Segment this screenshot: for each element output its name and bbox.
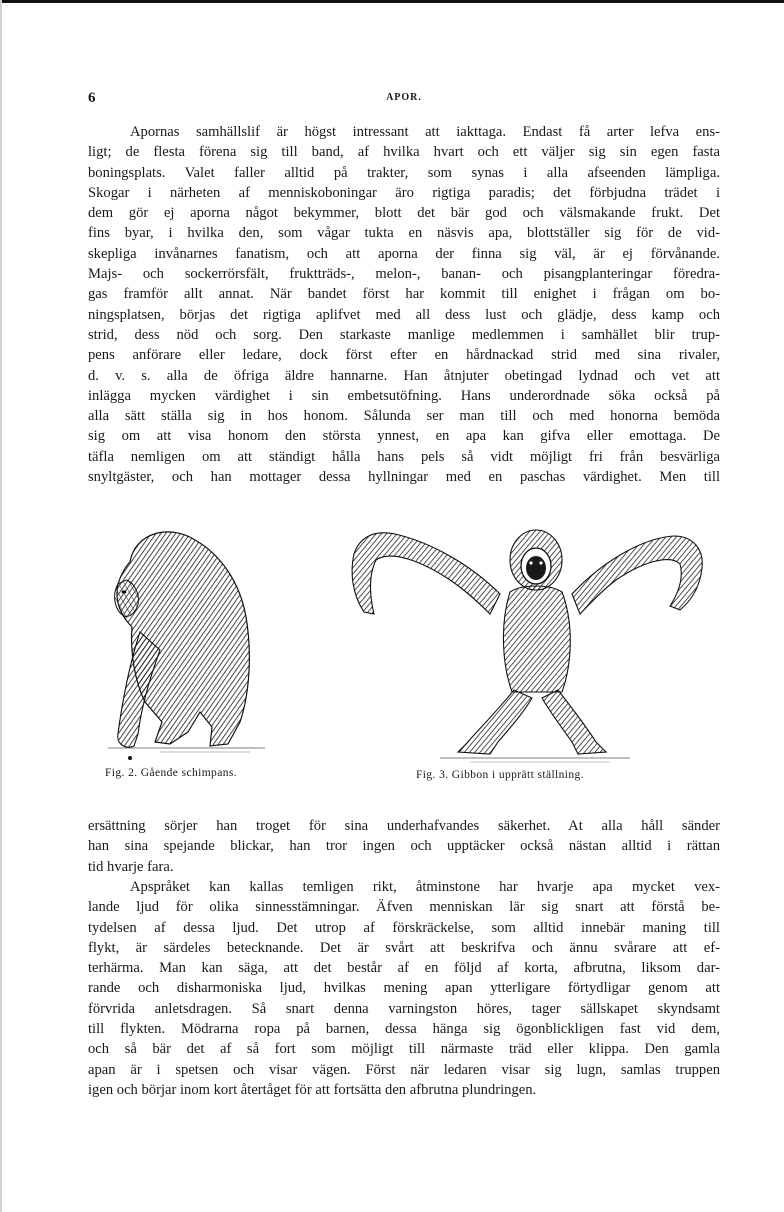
text-line: täfla nemligen om att ständigt hålla hans pels så vidt möjligt fri från besvärliga: [88, 448, 720, 465]
figure-gibbon: [340, 514, 710, 766]
text-line: gas framför allt annat. När bandet först har kommit till enighet i frågan om bo-: [88, 286, 720, 303]
text-line: strid, dess nöd och sorg. Den starkaste manlige medlemmen i samhället blir trup-: [88, 326, 720, 343]
text-line: Majs- och sockerrörsfält, fruktträds-, melon-, banan- och pisangplanteringar föredra-: [88, 266, 720, 283]
text-line: rande och disharmoniska ljud, hvilkas mening apan ytterligare förtydligar genom att: [88, 980, 720, 997]
text-line: apan är i spetsen och visar vägen. Först när ledaren visar sig lugn, samlas truppen: [88, 1061, 720, 1078]
running-title: APOR.: [386, 92, 422, 103]
paragraph-3: [88, 877, 720, 1100]
gibbon-illustration: [340, 514, 710, 766]
text-line: han sina spejande blickar, han tror ingen och upptäcker också nästan alltid i rättan: [88, 838, 720, 855]
text-line: ningsplatsen, börjas det rigtiga aplifvet med all dess lust och glädje, dess kamp och: [88, 306, 720, 323]
text-line: ligt; de flesta förena sig till band, af hvilka hvart och ett väljer sig sin egen fasta: [88, 144, 720, 161]
chimpanzee-illustration: [100, 522, 270, 762]
figure-2-caption: Fig. 2. Gående schimpans.: [105, 767, 238, 779]
left-edge: [0, 0, 2, 1212]
text-line: Apornas samhällslif är högst intressant att iakttaga. Endast få arter lefva ens-: [130, 124, 720, 140]
text-line: och så bär det af så fort som möjligt till närmaste träd eller klippa. Den gamla: [88, 1041, 720, 1058]
text-line: förvrida anletsdragen. Så snart denna varningston höres, tager sällskapet skyndsamt: [88, 1000, 720, 1017]
text-line: pens anförare eller ledare, dock först efter en hårdnackad strid med sina rivaler,: [88, 347, 720, 364]
page-number: 6: [88, 90, 96, 106]
text-line: skepliga invånarnes fanatism, och att aporna der finna sig väl, är ej förvånande.: [88, 245, 720, 262]
paragraph-2: [88, 816, 720, 877]
figure-3-caption: Fig. 3. Gibbon i upprätt ställning.: [416, 769, 584, 781]
text-line: tydelsen af dessa ljud. Det utrop af förskräckelse, som alltid innebär maning till: [88, 919, 720, 936]
text-line: till flykten. Mödrarna ropa på barnen, dessa hänga sig ögonblickligen fast vid dem,: [88, 1021, 720, 1038]
text-line: sig om att visa honom den största ynnest, en apa kan gifva eller emottaga. De: [88, 428, 720, 445]
text-line: alla sätt ställa sig in hos honom. Sålunda ser man till och med honorna bemöda: [88, 408, 720, 425]
text-line: tid hvarje fara.: [88, 858, 174, 875]
text-line: Skogar i närheten af menniskoboningar äro rigtiga paradis; det förbjudna trädet i: [88, 184, 720, 201]
text-line: ersättning sörjer han troget för sina underhafvandes säkerhet. At alla håll sänder: [88, 818, 720, 834]
text-line: d. v. s. alla de öfriga äldre hannarne. Han åtnjuter obetingad lydnad och vet att: [88, 367, 720, 384]
figure-chimpanzee: [100, 522, 270, 762]
text-line: flykt, är särdeles betecknande. Det är svårt att beskrifva och ännu svårare att ef-: [88, 939, 720, 956]
text-line: inlägga mycken värdighet i sin embetsutöfning. Hans underordnade söka också på: [88, 387, 720, 404]
text-line: fins byar, i hvilka den, som vågar tukta en näsvis apa, blottställer sig för de vid-: [88, 225, 720, 242]
text-line: dem gör ej aporna något bekymmer, blott det bär god och välsmakande frukt. Det: [88, 205, 720, 222]
text-line: lande ljud för olika sinnesstämningar. Äfven menniskan lär sig snart att förstå be-: [88, 899, 720, 916]
page-header: [88, 90, 720, 110]
paragraph-1: [88, 122, 720, 487]
top-border: [0, 0, 784, 3]
text-line: boningsplats. Valet faller alltid på trakter, som synas i alla afseenden lämpliga.: [88, 164, 720, 181]
text-line: igen och börjar inom kort återtåget för att fortsätta den afbrutna plundringen.: [88, 1081, 537, 1098]
text-line: terhärma. Man kan säga, att det består af en följd af korta, afbrutna, liksom dar-: [88, 960, 720, 977]
text-line: snyltgäster, och han mottager dessa hyllningar med en paschas värdighet. Men till: [88, 469, 720, 486]
text-line: Apspråket kan kallas temligen rikt, åtminstone har hvarje apa mycket vex-: [130, 879, 720, 895]
